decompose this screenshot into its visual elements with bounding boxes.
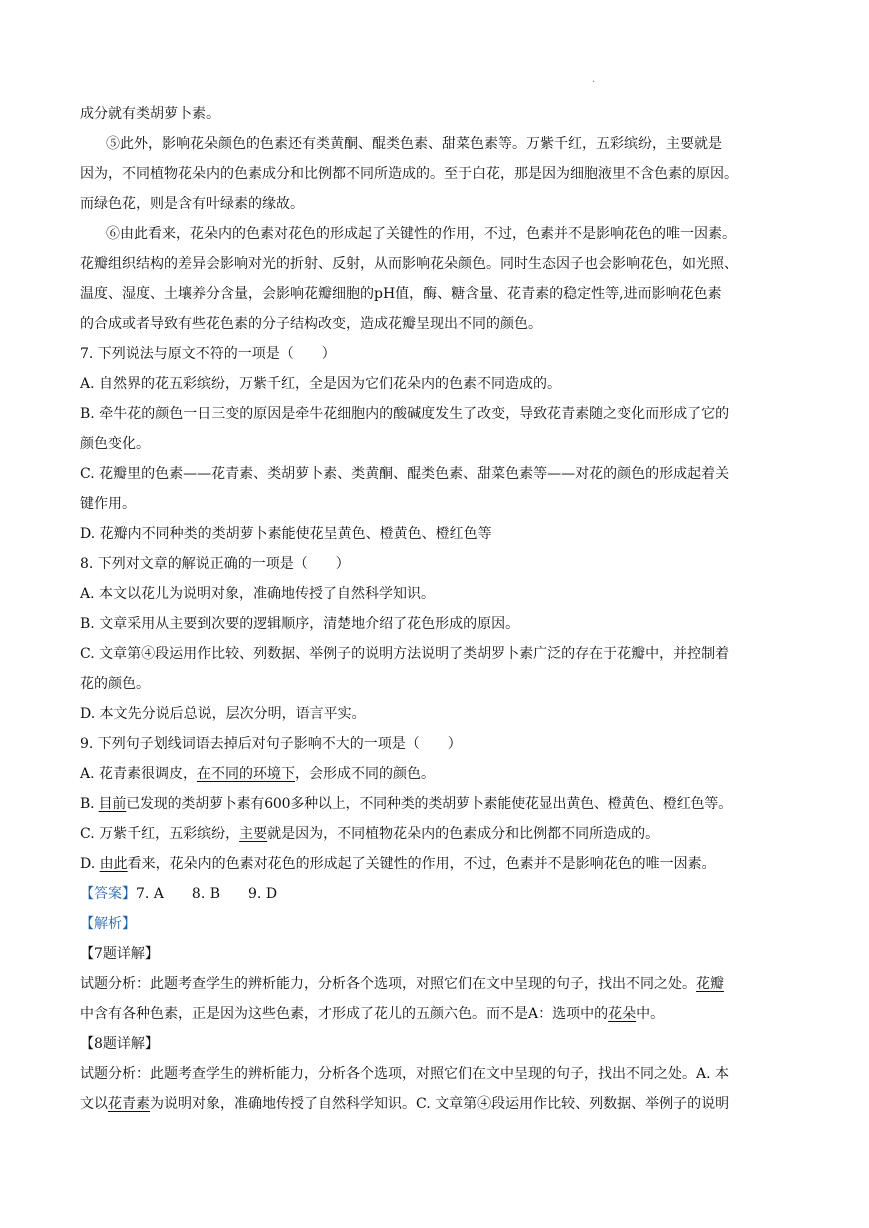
underlined-phrase: 花青素 (108, 1096, 150, 1112)
option-8a: A. 本文以花儿为说明对象，准确地传授了自然科学知识。 (80, 586, 436, 602)
detail-7-line-1 (80, 974, 724, 994)
option-text: B. (80, 796, 99, 812)
question-7: 7. 下列说法与原文不符的一项是（ ） (80, 346, 336, 362)
text-line: 花瓣组织结构的差异会影响对光的折射、反射，从而影响花朵颜色。同时生态因子也会影响花色，如光照、 (80, 256, 738, 272)
analysis-heading: 【解析】 (80, 916, 136, 932)
option-8c: C. 文章第④段运用作比较、列数据、举例子的说明方法说明了类胡罗卜素广泛的存在于花瓣中，并控制着 (80, 646, 730, 662)
detail-text: 中含有各种色素，正是因为这些色素，才形成了花儿的五颜六色。而不是A：选项中的 (80, 1006, 609, 1022)
detail-text: 为说明对象，准确地传授了自然科学知识。C. 文章第④段运用作比较、列数据、举例子的说明 (150, 1096, 730, 1112)
text-line: 而绿色花，则是含有叶绿素的缘故。 (80, 196, 304, 212)
underlined-phrase: 花瓣 (696, 976, 724, 992)
option-7b-cont: 颜色变化。 (80, 436, 150, 452)
option-text: 已发现的类胡萝卜素有600多种以上，不同种类的类胡萝卜素能使花显出黄色、橙黄色、橙红色等。 (126, 796, 732, 812)
underlined-phrase: 花朵 (608, 1006, 637, 1022)
option-7d: D. 花瓣内不同种类的类胡萝卜素能使花呈黄色、橙黄色、橙红色等 (80, 526, 492, 542)
option-text: ，会形成不同的颜色。 (295, 766, 436, 782)
option-text: 就是因为，不同植物花朵内的色素成分和比例都不同所造成的。 (267, 826, 660, 842)
question-8: 8. 下列对文章的解说正确的一项是（ ） (80, 556, 350, 572)
option-text: D. (80, 856, 100, 872)
text-line: 的合成或者导致有些花色素的分子结构改变，造成花瓣呈现出不同的颜色。 (80, 316, 542, 332)
detail-text: 试题分析：此题考查学生的辨析能力，分析各个选项，对照它们在文中呈现的句子，找出不同之处。 (80, 976, 696, 992)
option-9b (80, 794, 732, 814)
text-line: 因为，不同植物花朵内的色素成分和比例都不同所造成的。至于白花，那是因为细胞液里不含色素的原因。 (80, 166, 738, 182)
detail-text: 文以 (80, 1096, 108, 1112)
underlined-phrase: 主要 (239, 826, 268, 842)
paragraph-6-line: ⑥由此看来，花朵内的色素对花色的形成起了关键性的作用，不过，色素并不是影响花色的唯一因素。 (106, 226, 736, 242)
detail-7-heading: 【7题详解】 (80, 946, 159, 962)
question-9: 9. 下列句子划线词语去掉后对句子影响不大的一项是（ ） (80, 736, 462, 752)
text-line: 温度、湿度、土壤养分含量，会影响花瓣细胞的pH值，酶、糖含量、花青素的稳定性等,进而影响花色素 (80, 286, 722, 302)
answer-tag: 【答案】 (80, 886, 136, 902)
option-8d: D. 本文先分说后总说，层次分明，语言平实。 (80, 706, 366, 722)
option-7b: B. 牵牛花的颜色一日三变的原因是牵牛花细胞内的酸碱度发生了改变，导致花青素随之变化而形成了它的 (80, 406, 730, 422)
underlined-phrase: 由此 (99, 856, 128, 872)
detail-8-line-1: 试题分析：此题考查学生的辨析能力，分析各个选项，对照它们在文中呈现的句子，找出不同之处。A. 本 (80, 1066, 730, 1082)
option-9d (80, 854, 716, 874)
detail-8-heading: 【8题详解】 (80, 1036, 159, 1052)
option-8b: B. 文章采用从主要到次要的逻辑顺序，清楚地介绍了花色形成的原因。 (80, 616, 520, 632)
answer-text: 7. A 8. B 9. D (136, 886, 278, 902)
answer-line (80, 884, 277, 904)
option-7a: A. 自然界的花五彩缤纷，万紫千红，全是因为它们花朵内的色素不同造成的。 (80, 376, 562, 392)
option-7c: C. 花瓣里的色素——花青素、类胡萝卜素、类黄酮、醌类色素、甜菜色素等——对花的颜色的形成起着关 (80, 466, 730, 482)
detail-7-line-2 (80, 1004, 664, 1024)
option-9a (80, 764, 435, 784)
option-7c-cont: 键作用。 (80, 496, 136, 512)
underlined-phrase: 目前 (98, 796, 127, 812)
text-line: 成分就有类胡萝卜素。 (80, 106, 220, 122)
page-dot: . (592, 74, 596, 85)
option-text: C. 万紫千红，五彩缤纷， (80, 826, 240, 842)
option-text: 看来，花朵内的色素对花色的形成起了关键性的作用，不过，色素并不是影响花色的唯一因素。 (127, 856, 716, 872)
option-text: A. 花青素很调皮， (80, 766, 198, 782)
paragraph-5-line: ⑤此外，影响花朵颜色的色素还有类黄酮、醌类色素、甜菜色素等。万紫千红，五彩缤纷，主要就是 (106, 136, 722, 152)
option-9c (80, 824, 659, 844)
option-8c-cont: 花的颜色。 (80, 676, 150, 692)
detail-text: 中。 (636, 1006, 665, 1022)
detail-8-line-2 (80, 1094, 729, 1114)
underlined-phrase: 在不同的环境下 (197, 766, 296, 782)
